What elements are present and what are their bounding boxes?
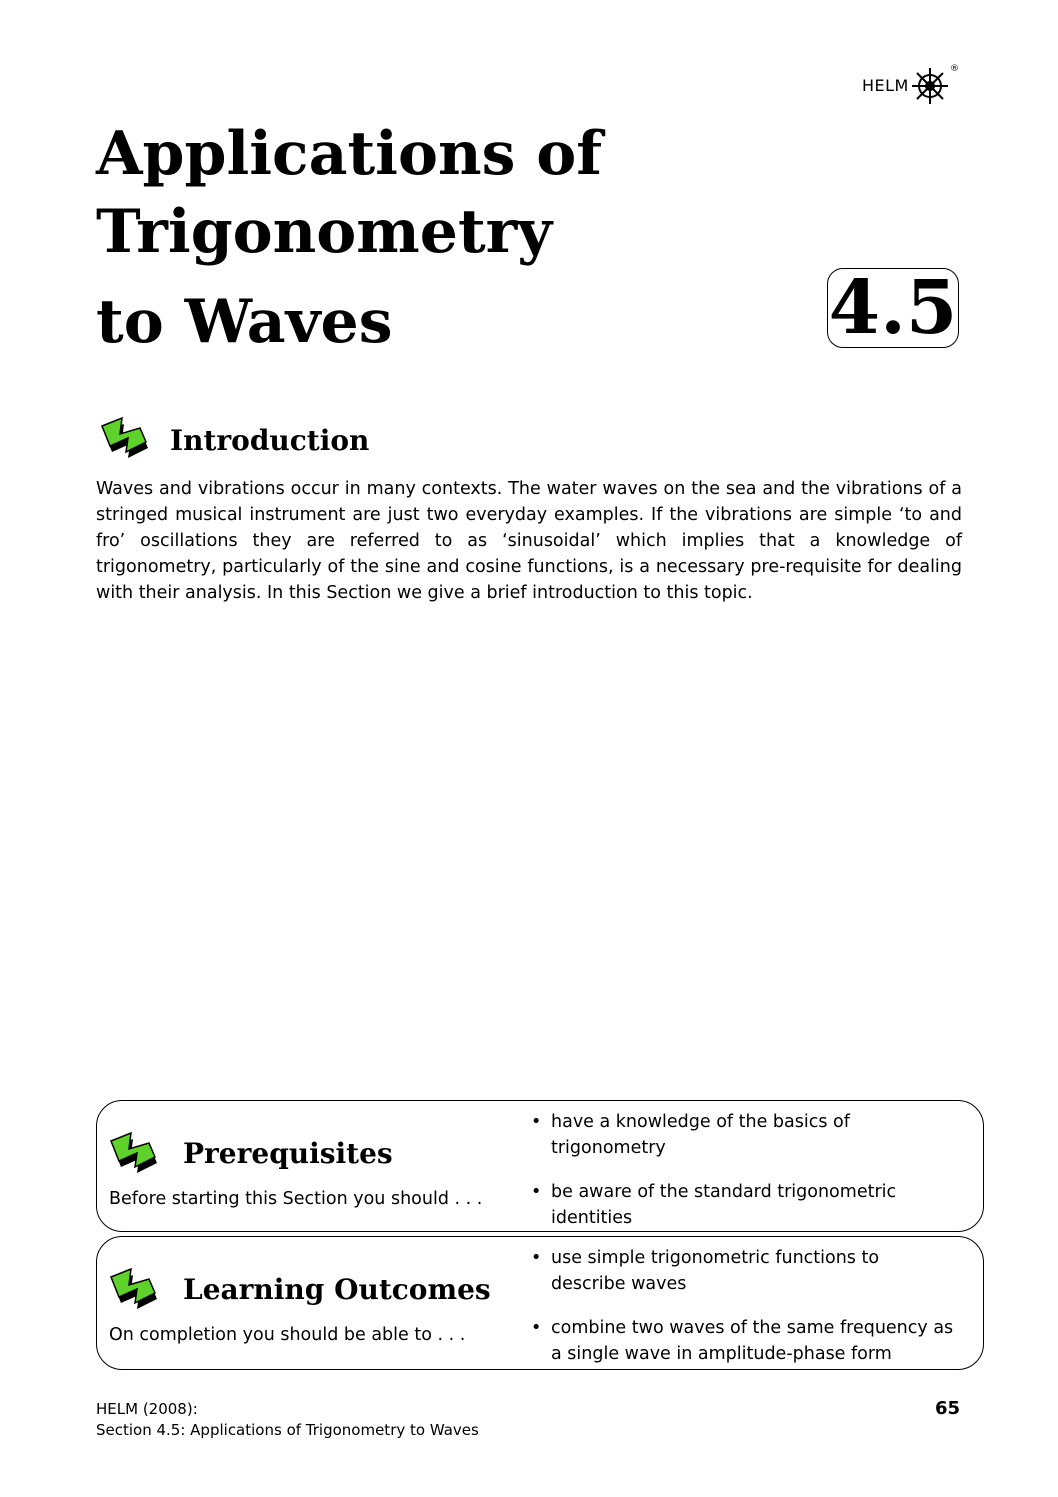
section-number: 4.5 — [828, 265, 958, 351]
introduction-heading: Introduction — [170, 424, 370, 457]
introduction-text: Waves and vibrations occur in many contexts. The water waves on the sea and the vibrations of a stringed musical instrument are just two everyday examples. If the vibrations are simple ‘to and fro’ oscillations they are referred to as ‘sinusoidal’ which implies that a knowledge of trigonometry, particularly of the sine and cosine functions, is a necessary pre-requisite for dealing with their analysis. In this Section we give a brief introduction to this topic. — [96, 479, 962, 603]
list-item: • combine two waves of the same frequency as a single wave in amplitude-phase form — [529, 1315, 959, 1367]
ships-wheel-icon — [910, 66, 950, 106]
page-number: 65 — [934, 1398, 960, 1419]
logo-text: HELM — [862, 76, 909, 95]
prerequisites-panel — [96, 1100, 984, 1232]
helm-logo — [862, 66, 962, 106]
green-arrow-icon — [105, 1263, 161, 1319]
page-title-line-1: Applications of — [96, 119, 603, 189]
section-number-box — [827, 265, 959, 351]
prerequisites-heading: Prerequisites — [183, 1137, 393, 1170]
registered-mark: ® — [950, 64, 959, 74]
learning-outcomes-list — [529, 1245, 959, 1385]
learning-outcomes-subtext: On completion you should be able to . . . — [109, 1325, 466, 1345]
page-title-line-3: to Waves — [96, 287, 393, 357]
page-title-line-2: Trigonometry — [96, 197, 553, 267]
learning-outcomes-heading: Learning Outcomes — [183, 1273, 491, 1306]
footer-source: HELM (2008): — [96, 1400, 198, 1418]
green-arrow-icon — [96, 412, 152, 468]
learning-outcomes-panel — [96, 1236, 984, 1370]
list-item: • use simple trigonometric functions to describe waves — [529, 1245, 959, 1297]
footer-section-title: Section 4.5: Applications of Trigonometry to Waves — [96, 1421, 479, 1439]
green-arrow-icon — [105, 1127, 161, 1183]
list-item: • have a knowledge of the basics of trigonometry — [529, 1109, 959, 1161]
prerequisites-list — [529, 1109, 959, 1249]
prerequisites-subtext: Before starting this Section you should . . . — [109, 1189, 483, 1209]
list-item: • be aware of the standard trigonometric identities — [529, 1179, 959, 1231]
